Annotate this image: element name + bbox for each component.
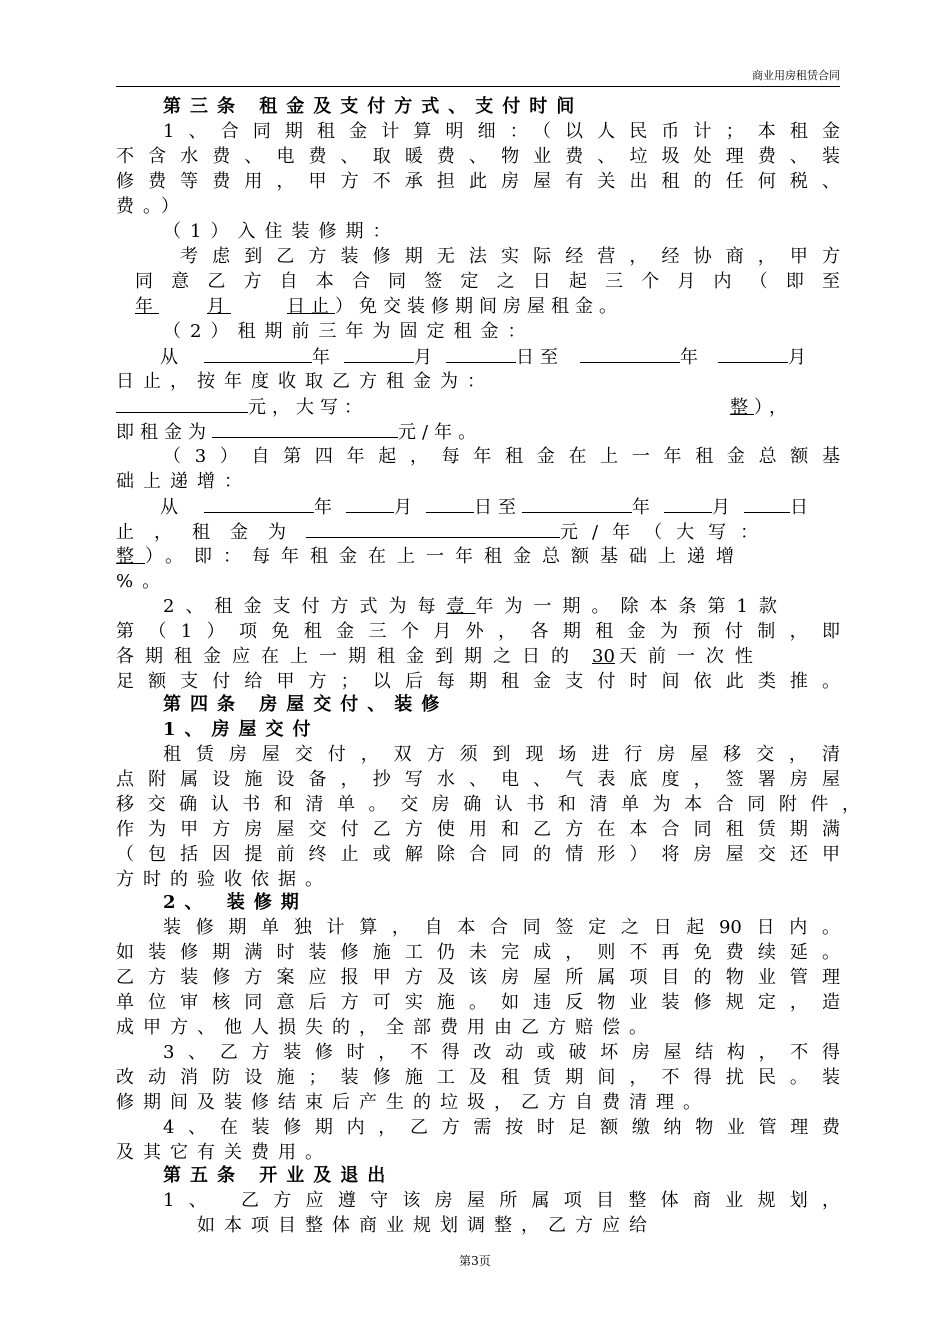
article-5-heading: 第五条 开业及退出 bbox=[163, 1165, 395, 1186]
paragraph-line: 点附属设施设备，抄写水、电、气表底度，签署房屋 bbox=[116, 769, 840, 790]
paragraph-line: 费。） bbox=[116, 196, 188, 217]
paragraph-line: 作为甲方房屋交付乙方使用和乙方在本合同租赁期满 bbox=[116, 819, 840, 840]
paragraph-line: 第（1）项免租金三个月外，各期租金为预付制，即 bbox=[116, 621, 840, 642]
date-range-line: 从 年 月 日至 年 月 日 bbox=[160, 497, 814, 518]
amount-line: 止，租金为 元/年（大写： bbox=[116, 522, 773, 543]
paragraph-line: （包括因提前终止或解除合同的情形）将房屋交还甲 bbox=[116, 844, 840, 865]
amount-in-words-end: 整 bbox=[116, 546, 145, 567]
paragraph-line: 1、 乙方应遵守该房屋所属项目整体商业规划， bbox=[163, 1190, 840, 1211]
paragraph-line: 础上递增： bbox=[116, 471, 251, 492]
amount-line: 元，大写： 整）， bbox=[116, 396, 840, 419]
paragraph-line: 年 月 日止）免交装修期间房屋租金。 bbox=[135, 296, 623, 317]
paragraph-line: 同意乙方自本合同签定之日起三个月内（即至 bbox=[135, 271, 840, 292]
period-underlined: 壹 bbox=[446, 596, 476, 617]
paragraph-line: 如装修期满时装修施工仍未完成，则不再免费续延。 bbox=[116, 942, 840, 963]
paragraph-line: 修期间及装修结束后产生的垃圾，乙方自费清理。 bbox=[116, 1092, 710, 1113]
subsection-title: （1）入住装修期： bbox=[163, 221, 400, 242]
paragraph-line: 如本项目整体商业规划调整，乙方应给 bbox=[197, 1215, 656, 1236]
paragraph-line: 改动消防设施；装修施工及租赁期间，不得扰民。装 bbox=[116, 1067, 840, 1088]
amount-in-words-blank: 整 bbox=[730, 397, 754, 418]
section-heading: 2、 装修期 bbox=[163, 892, 308, 913]
section-heading: 1、房屋交付 bbox=[163, 719, 320, 740]
paragraph-line: 各期租金应在上一期租金到期之日的 30 天前一次性 bbox=[116, 646, 764, 667]
days-underlined: 30 bbox=[592, 646, 615, 667]
date-range-line: 从 年 月 日至 年 月 bbox=[160, 347, 812, 368]
paragraph-line: 足额支付给甲方；以后每期租金支付时间依此类推。 bbox=[116, 671, 840, 692]
article-4-heading: 第四条 房屋交付、装修 bbox=[163, 694, 449, 715]
paragraph-line: 租赁房屋交付，双方须到现场进行房屋移交，清 bbox=[163, 744, 840, 765]
page-number: 第3页 bbox=[459, 1254, 491, 1268]
paragraph-line: 日止，按年度收取乙方租金为： bbox=[116, 371, 494, 392]
paragraph-line: 乙方装修方案应报甲方及该房屋所属项目的物业管理 bbox=[116, 967, 840, 988]
paragraph-line: 不含水费、电费、取暖费、物业费、垃圾处理费、装 bbox=[116, 146, 840, 167]
amount-line: 即租金为 元/年。 bbox=[116, 422, 483, 443]
paragraph-line: 方时的验收依据。 bbox=[116, 869, 332, 890]
paragraph-line: 移交确认书和清单。交房确认书和清单为本合同附件， bbox=[116, 794, 860, 815]
paragraph-line: 考虑到乙方装修期无法实际经营，经协商，甲方 bbox=[180, 246, 840, 267]
paragraph-line: （3）自第四年起，每年租金在上一年租金总额基 bbox=[163, 446, 840, 467]
paragraph-line: %。 bbox=[116, 571, 170, 592]
paragraph-line: 单位审核同意后方可实施。如违反物业装修规定，造 bbox=[116, 992, 840, 1013]
subsection-title: （2）租期前三年为固定租金： bbox=[163, 321, 535, 342]
paragraph-line: 修费等费用，甲方不承担此房屋有关出租的任何税、 bbox=[116, 171, 840, 192]
date-blank-underlined: 年 月 日止 bbox=[135, 296, 335, 317]
paragraph-line: 3、乙方装修时，不得改动或破坏房屋结构，不得 bbox=[163, 1042, 840, 1063]
paragraph-line: 整）。即：每年租金在上一年租金总额基础上递增 bbox=[116, 546, 745, 567]
article-3-heading: 第三条 租金及支付方式、支付时间 bbox=[163, 96, 584, 117]
paragraph-line: 4、在装修期内，乙方需按时足额缴纳物业管理费 bbox=[163, 1117, 840, 1138]
page-header: 商业用房租赁合同 bbox=[116, 66, 840, 87]
paragraph-line: 1、合同期租金计算明细：（以人民币计；本租金 bbox=[163, 121, 840, 142]
paragraph-line: 成甲方、他人损失的，全部费用由乙方赔偿。 bbox=[116, 1017, 656, 1038]
paragraph-line: 装修期单独计算，自本合同签定之日起90日内。 bbox=[163, 917, 840, 938]
paragraph-line: 及其它有关费用。 bbox=[116, 1142, 332, 1163]
paragraph-line: 2、租金支付方式为每壹年为一期。除本条第1款 bbox=[163, 596, 788, 617]
